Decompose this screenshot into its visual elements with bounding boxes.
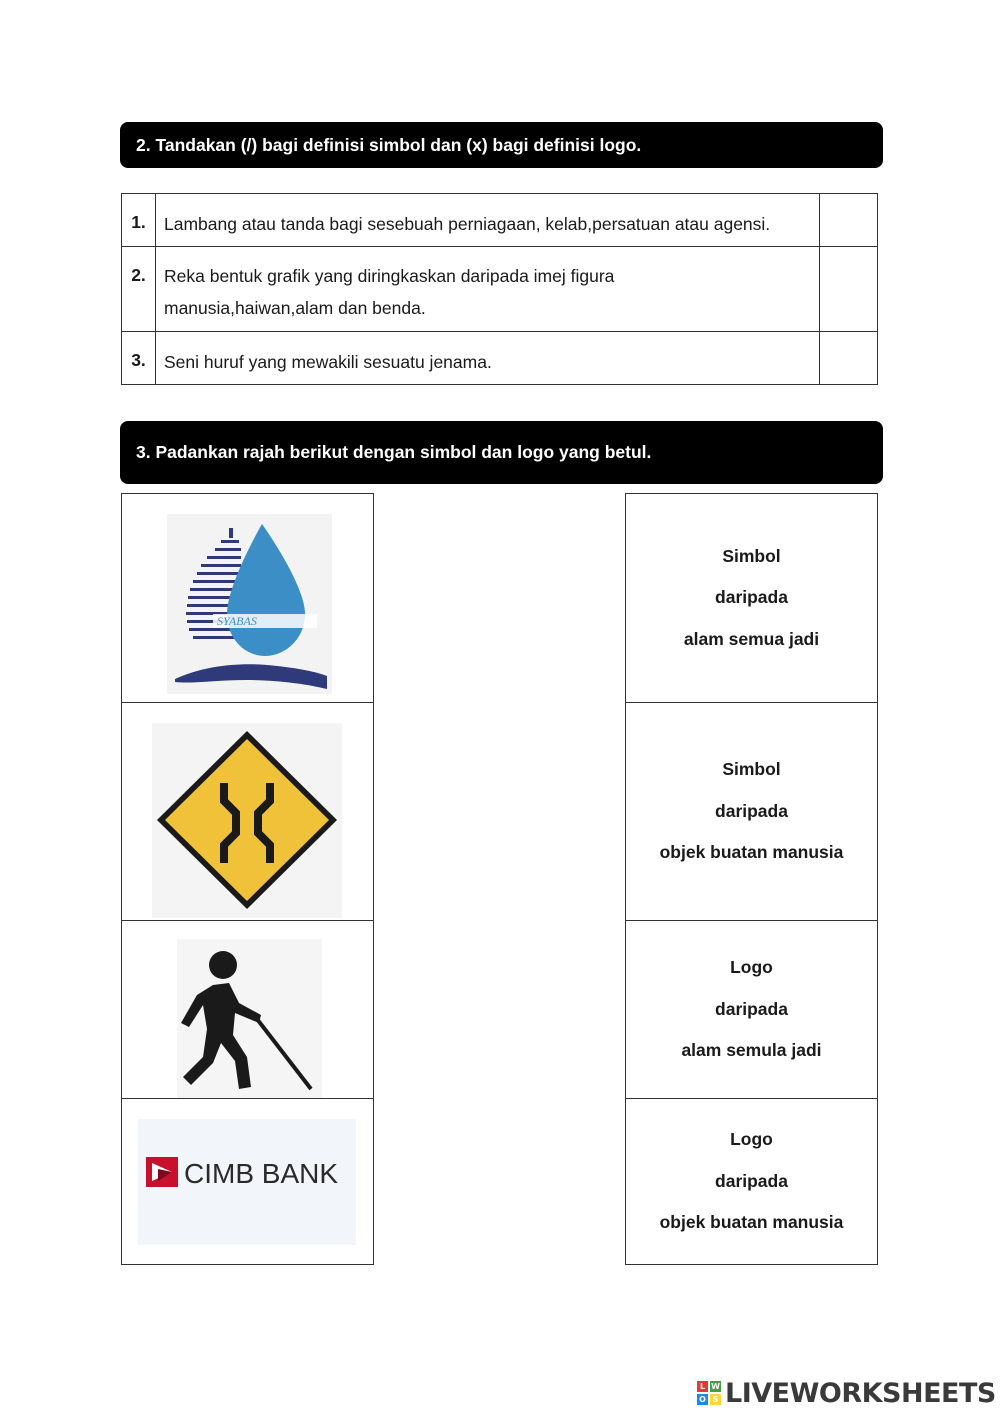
option-line3: objek buatan manusia <box>659 1212 844 1233</box>
answer-box-3[interactable] <box>820 332 878 385</box>
image-cell-syabas[interactable] <box>122 494 373 703</box>
syabas-water-drop-logo <box>167 514 332 694</box>
option-3[interactable] <box>626 921 877 1099</box>
row-number: 2. <box>122 247 156 332</box>
section3-title: 3. Padankan rajah berikut dengan simbol dan logo yang betul. <box>120 421 883 484</box>
answer-box-1[interactable] <box>820 194 878 247</box>
row-text <box>156 247 820 332</box>
option-line3: alam semua jadi <box>683 628 820 649</box>
option-line1: Logo <box>730 1129 773 1150</box>
option-line3: objek buatan manusia <box>659 842 844 863</box>
narrow-bridge-road-sign <box>152 723 342 918</box>
image-cell-blind-person[interactable] <box>122 921 373 1099</box>
row-text-line1: Reka bentuk grafik yang diringkaskan daripada imej figura <box>164 266 615 286</box>
definition-table <box>121 193 878 385</box>
option-1[interactable] <box>626 494 877 703</box>
table-row <box>122 247 878 332</box>
image-cell-road-sign[interactable] <box>122 703 373 921</box>
option-line2: daripada <box>715 587 788 608</box>
option-line2: daripada <box>715 800 788 821</box>
option-line1: Simbol <box>722 545 781 566</box>
liveworksheets-icon <box>697 1381 721 1405</box>
table-row <box>122 194 878 247</box>
row-text-line2: manusia,haiwan,alam dan benda. <box>164 298 426 318</box>
row-number: 1. <box>122 194 156 247</box>
option-line1: Logo <box>730 957 773 978</box>
brand-icon-letter: W <box>711 1382 720 1391</box>
option-2[interactable] <box>626 703 877 921</box>
brand-name: LIVEWORKSHEETS <box>725 1377 996 1409</box>
blind-person-with-cane-symbol <box>177 939 322 1099</box>
liveworksheets-brand <box>697 1376 996 1410</box>
image-column <box>121 493 374 1265</box>
brand-icon-letter: S <box>710 1394 721 1405</box>
cimb-bank-logo <box>138 1119 356 1245</box>
row-number: 3. <box>122 332 156 385</box>
brand-icon-letter: L <box>697 1381 708 1392</box>
answer-box-2[interactable] <box>820 247 878 332</box>
table-row <box>122 332 878 385</box>
option-4[interactable] <box>626 1099 877 1264</box>
row-text: Lambang atau tanda bagi sesebuah perniagaan, kelab,persatuan atau agensi. <box>156 194 820 247</box>
option-line1: Simbol <box>722 759 781 780</box>
brand-icon-letter: O <box>697 1394 708 1405</box>
options-column <box>625 493 878 1265</box>
image-cell-cimb[interactable] <box>122 1099 373 1264</box>
syabas-label: SYABAS <box>217 614 257 628</box>
cimb-label: CIMB BANK <box>184 1158 339 1189</box>
section2-title: 2. Tandakan (/) bagi definisi simbol dan (x) bagi definisi logo. <box>120 122 883 168</box>
option-line2: daripada <box>715 998 788 1019</box>
option-line2: daripada <box>715 1170 788 1191</box>
option-line3: alam semula jadi <box>681 1040 822 1061</box>
row-text: Seni huruf yang mewakili sesuatu jenama. <box>156 332 820 385</box>
